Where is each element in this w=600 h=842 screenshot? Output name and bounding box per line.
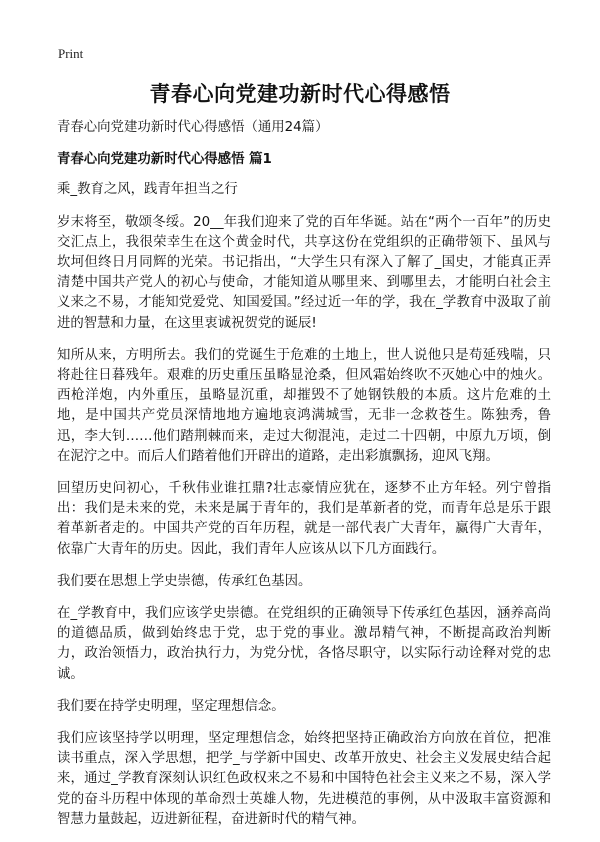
paragraph: 回望历史问初心，千秋伟业谁扛鼎?壮志豪情应犹在，逐梦不止方年轻。列宁曾指出：我们是未来的党，未来是属于青年的，我们是革新者的党，而青年总是乐于跟着革新者走的。中国共产党的百年历程，就是一部代表广大青年，赢得广大青年，依靠广大青年的历史。因此，我们青年人应该从以下几方面践行。: [57, 481, 551, 557]
paragraph: 我们应该坚持学以明理，坚定理想信念，始终把坚持正确政治方向放在首位，把准读书重点，深入学思想，把学_与学新中国史、改革开放史、社会主义发展史结合起来，通过_学教育深刻认识红色政权来之不易和中国特色社会主义来之不易，深入学党的奋斗历程中体现的革命烈士英雄人物，先进模范的事例，从中汲取丰富资源和智慧力量鼓起，迈进新征程，奋进新时代的精气神。: [57, 731, 551, 827]
section-heading: 青春心向党建功新时代心得感悟 篇1: [57, 152, 272, 168]
paragraph: 我们要在思想上学史崇德，传承红色基因。: [57, 573, 312, 589]
page-title: 青春心向党建功新时代心得感悟: [149, 82, 451, 106]
print-link[interactable]: Print: [58, 46, 84, 61]
paragraph: 知所从来，方明所去。我们的党诞生于危难的土地上，世人说他只是苟延残喘，只将赴往日暮残年。艰难的历史重压虽略显沧桑，但风霜始终吹不灭她心中的烛火。西枪洋炮，内外重压，虽略显沉重，却摧毁不了她钢铁般的本质。这片危难的土地，是中国共产党员深情地地方遍地哀鸿满城雪，无非一念救苍生。陈独秀，鲁迅，李大钊……他们踏荆棘而来，走过大彻混沌，走过二十四朝，中原九万顷，倒在泥泞之中。而后人们踏着他们开辟出的道路，走出彩旗飘扬，迎风飞翔。: [57, 347, 551, 464]
article-body: [57, 118, 551, 842]
paragraph: 在_学教育中，我们应该学史崇德。在党组织的正确领导下传承红色基因，涵养高尚的道德品质，做到始终忠于党，忠于党的事业。激昂精气神，不断提高政治判断力，政治领悟力，政治执行力，为党分忧，各恪尽职守，以实际行动诠释对党的忠诚。: [57, 606, 551, 682]
paragraph: 岁末将至，敬颂冬绥。20__年我们迎来了党的百年华诞。站在“两个一百年”的历史交汇点上，我很荣幸生在这个黄金时代，共享这份在党组织的正确带领下、虽风与坎坷但终日月同辉的光荣。书记指出，“大学生只有深入了解了_国史，才能真正弄清楚中国共产党人的初心与使命，才能知道从哪里来、到哪里去，才能明白社会主义来之不易，才能知党爱党、知国爱国。”经过近一年的学，我在_学教育中汲取了前进的智慧和力量，在这里衷诚祝贺党的诞辰!: [57, 214, 551, 331]
paragraph: 我们要在持学史明理，坚定理想信念。: [57, 698, 285, 714]
article-subtitle: 青春心向党建功新时代心得感悟（通用24篇）: [57, 120, 329, 135]
paragraph: 乘_教育之风，践青年担当之行: [57, 182, 238, 198]
